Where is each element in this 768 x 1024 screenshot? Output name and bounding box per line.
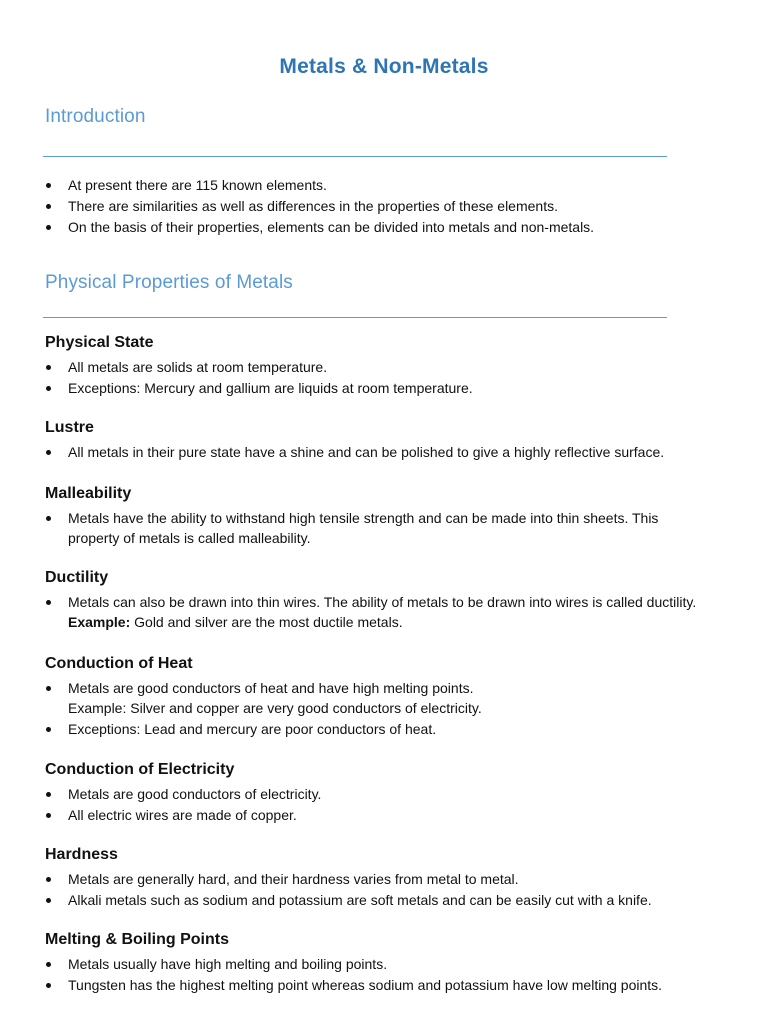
malleability-heading: Malleability (45, 485, 132, 502)
melting-boiling-points-list (45, 954, 745, 995)
conduction-of-electricity-list (45, 784, 745, 825)
introduction-heading: Introduction (45, 106, 146, 127)
list-item: Tungsten has the highest melting point whereas sodium and potassium have low melting points. (45, 975, 745, 995)
introduction-list (45, 175, 745, 237)
ductility-heading: Ductility (45, 569, 109, 586)
example-text: Gold and silver are the most ductile metals. (130, 614, 403, 630)
melting-boiling-points-heading: Melting & Boiling Points (45, 931, 229, 948)
list-item: Metals usually have high melting and boiling points. (45, 954, 745, 974)
lustre-heading: Lustre (45, 419, 94, 436)
example-label: Example: (68, 614, 131, 630)
list-item: All metals are solids at room temperature. (45, 357, 745, 377)
conduction-of-heat-heading: Conduction of Heat (45, 655, 193, 672)
list-item (45, 592, 765, 632)
list-item: Metals are generally hard, and their hardness varies from metal to metal. (45, 869, 745, 889)
hardness-heading: Hardness (45, 846, 118, 863)
list-item: All metals in their pure state have a shine and can be polished to give a highly reflective surface. (45, 442, 745, 462)
heat-example: Example: Silver and copper are very good conductors of electricity. (68, 700, 482, 716)
introduction-divider (43, 156, 667, 157)
physical-state-heading: Physical State (45, 334, 154, 351)
list-item: Exceptions: Lead and mercury are poor conductors of heat. (45, 719, 745, 739)
physical-properties-divider (43, 317, 667, 318)
malleability-list (45, 508, 705, 548)
list-item: At present there are 115 known elements. (45, 175, 745, 195)
list-item: On the basis of their properties, elements can be divided into metals and non-metals. (45, 217, 745, 237)
physical-state-list (45, 357, 745, 398)
list-item: All electric wires are made of copper. (45, 805, 745, 825)
ductility-example (68, 612, 765, 632)
ductility-text: Metals can also be drawn into thin wires. The ability of metals to be drawn into wires is called ductility. (68, 594, 697, 610)
conduction-of-heat-list (45, 678, 745, 739)
list-item: Metals are good conductors of electricity. (45, 784, 745, 804)
physical-properties-heading: Physical Properties of Metals (45, 272, 293, 293)
list-item: Alkali metals such as sodium and potassium are soft metals and can be easily cut with a knife. (45, 890, 745, 910)
list-item: Exceptions: Mercury and gallium are liquids at room temperature. (45, 378, 745, 398)
list-item (45, 678, 745, 718)
list-item: Metals have the ability to withstand high tensile strength and can be made into thin sheets. This property of metals is called malleability. (45, 508, 705, 548)
ductility-list (45, 592, 765, 632)
heat-text: Metals are good conductors of heat and have high melting points. (68, 680, 474, 696)
lustre-list (45, 442, 745, 462)
conduction-of-electricity-heading: Conduction of Electricity (45, 761, 235, 778)
hardness-list (45, 869, 745, 910)
document-title: Metals & Non-Metals (279, 55, 489, 78)
list-item: There are similarities as well as differences in the properties of these elements. (45, 196, 745, 216)
